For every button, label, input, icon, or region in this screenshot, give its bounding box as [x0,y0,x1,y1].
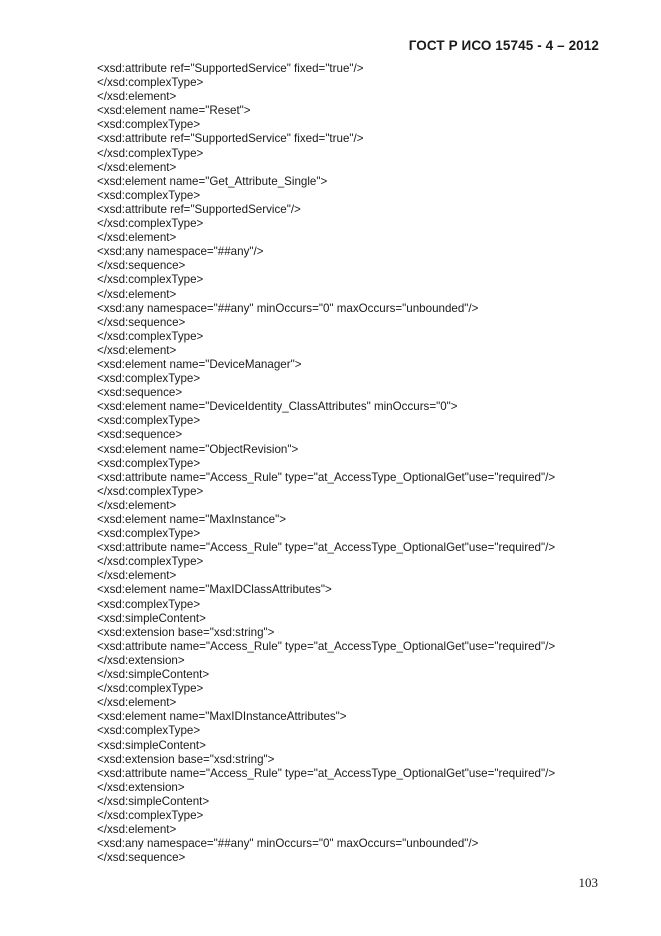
code-line: </xsd:complexType> [97,555,204,569]
code-line: </xsd:complexType> [97,682,204,696]
code-line: <xsd:element name="MaxIDClassAttributes"> [97,583,332,597]
code-line: <xsd:complexType> [97,188,201,202]
code-line: <xsd:complexType> [97,724,201,738]
code-line: <xsd:extension base="xsd:string"> [97,625,275,639]
code-line: </xsd:sequence> [97,315,186,329]
code-line: <xsd:any namespace="##any" minOccurs="0" maxOccurs="unbounded"/> [97,301,479,315]
code-line: <xsd:element name="Get_Attribute_Single"> [97,174,328,188]
code-line: </xsd:complexType> [97,76,204,90]
code-line: </xsd:element> [97,696,177,710]
code-line: </xsd:complexType> [97,484,204,498]
code-line: </xsd:complexType> [97,217,204,231]
document-header: ГОСТ Р ИСО 15745 - 4 – 2012 [408,38,599,53]
code-line: </xsd:simpleContent> [97,794,210,808]
code-line: </xsd:element> [97,498,177,512]
code-line: <xsd:attribute ref="SupportedService" fixed="true"/> [97,62,364,75]
code-line: </xsd:sequence> [97,851,186,865]
code-line: <xsd:element name="DeviceIdentity_ClassAttributes" minOccurs="0"> [97,400,458,414]
code-line: </xsd:sequence> [97,259,186,273]
code-line: <xsd:attribute name="Access_Rule" type="at_AccessType_OptionalGet"use="required"/> [97,541,556,555]
code-line: </xsd:element> [97,823,177,837]
code-line: <xsd:simpleContent> [97,738,206,752]
code-line: <xsd:complexType> [97,414,201,428]
code-line: <xsd:attribute name="Access_Rule" type="at_AccessType_OptionalGet"use="required"/> [97,470,556,484]
code-line: <xsd:element name="Reset"> [97,104,251,118]
code-line: </xsd:extension> [97,653,185,667]
xml-schema-listing [97,62,555,865]
code-line: <xsd:attribute ref="SupportedService" fixed="true"/> [97,132,364,146]
code-line: </xsd:complexType> [97,329,204,343]
code-line: </xsd:element> [97,287,177,301]
code-line: <xsd:element name="ObjectRevision"> [97,442,299,456]
code-line: <xsd:simpleContent> [97,611,206,625]
code-line: <xsd:any namespace="##any" minOccurs="0" maxOccurs="unbounded"/> [97,837,479,851]
code-line: <xsd:extension base="xsd:string"> [97,752,275,766]
code-line: <xsd:sequence> [97,428,183,442]
code-line: </xsd:complexType> [97,146,204,160]
code-line: <xsd:complexType> [97,118,201,132]
code-line: <xsd:element name="DeviceManager"> [97,357,302,371]
code-line: <xsd:attribute name="Access_Rule" type="at_AccessType_OptionalGet"use="required"/> [97,766,556,780]
code-line: </xsd:extension> [97,780,185,794]
code-line: <xsd:attribute name="Access_Rule" type="at_AccessType_OptionalGet"use="required"/> [97,639,556,653]
code-line: </xsd:element> [97,569,177,583]
code-line: <xsd:complexType> [97,597,201,611]
code-line: </xsd:complexType> [97,273,204,287]
code-line: <xsd:complexType> [97,372,201,386]
code-line: <xsd:any namespace="##any"/> [97,245,264,259]
code-line: </xsd:complexType> [97,808,204,822]
code-line: </xsd:simpleContent> [97,668,210,682]
code-line: <xsd:complexType> [97,456,201,470]
code-line: </xsd:element> [97,231,177,245]
page-number: 103 [578,875,598,890]
code-line: </xsd:element> [97,343,177,357]
code-line: <xsd:element name="MaxInstance"> [97,513,287,526]
code-line: </xsd:element> [97,90,177,104]
code-line: </xsd:element> [97,160,177,174]
code-line: <xsd:attribute ref="SupportedService"/> [97,202,301,216]
code-line: <xsd:complexType> [97,527,201,541]
code-line: <xsd:element name="MaxIDInstanceAttributes"> [97,710,347,724]
code-line: <xsd:sequence> [97,386,183,400]
